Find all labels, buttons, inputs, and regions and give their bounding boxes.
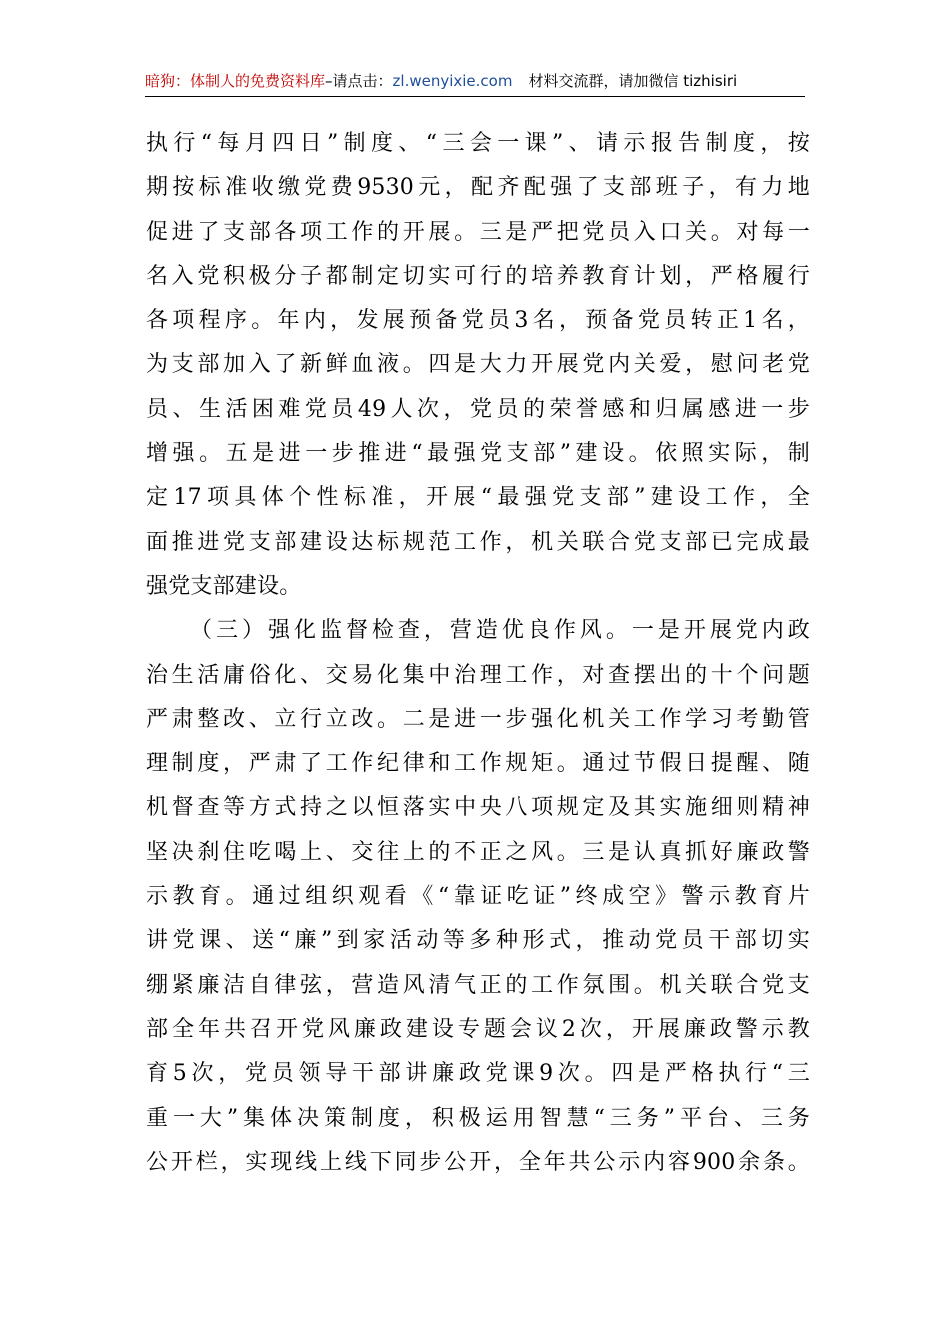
header-link[interactable]: zl.wenyixie.com: [392, 72, 513, 90]
body-line: 期按标准收缴党费9530元，配齐配强了支部班子，有力地: [146, 175, 810, 201]
page-header: [145, 70, 805, 97]
header-prompt: –请点击：: [325, 72, 393, 90]
header-brand: 暗狗：体制人的免费资料库: [145, 72, 326, 90]
body-line: 部全年共召开党风廉政建设专题会议2次，开展廉政警示教: [146, 1016, 810, 1042]
body-line: 重一大”集体决策制度，积极运用智慧“三务”平台、三务: [146, 1105, 810, 1131]
body-line: 机督查等方式持之以恒落实中央八项规定及其实施细则精神: [146, 795, 810, 821]
body-line: 绷紧廉洁自律弦，营造风清气正的工作氛围。机关联合党支: [146, 972, 810, 998]
body-line: 各项程序。年内，发展预备党员3名，预备党员转正1名，: [146, 308, 810, 334]
body-line: 育5次，党员领导干部讲廉政党课9次。四是严格执行“三: [146, 1061, 810, 1087]
body-line: 增强。五是进一步推进“最强党支部”建设。依照实际，制: [146, 441, 810, 467]
paragraph-end-line: 强党支部建设。: [146, 573, 302, 599]
body-line: 示教育。通过组织观看《“靠证吃证”终成空》警示教育片: [146, 884, 810, 910]
body-line: 面推进党支部建设达标规范工作，机关联合党支部已完成最: [146, 529, 810, 555]
body-line: 严肃整改、立行立改。二是进一步强化机关工作学习考勤管: [146, 706, 810, 732]
section-heading-line: （三）强化监督检查，营造优良作风。一是开展党内政: [190, 618, 810, 644]
document-body: [146, 122, 810, 1185]
body-line: 为支部加入了新鲜血液。四是大力开展党内关爱，慰问老党: [146, 352, 810, 378]
body-line: 坚决刹住吃喝上、交往上的不正之风。三是认真抓好廉政警: [146, 839, 810, 865]
body-line: 理制度，严肃了工作纪律和工作规矩。通过节假日提醒、随: [146, 751, 810, 777]
body-line: 促进了支部各项工作的开展。三是严把党员入口关。对每一: [146, 219, 810, 245]
body-line: 定17项具体个性标准，开展“最强党支部”建设工作，全: [146, 485, 810, 511]
body-line: 名入党积极分子都制定切实可行的培养教育计划，严格履行: [146, 263, 810, 289]
body-line: 公开栏，实现线上线下同步公开，全年共公示内容900余条。: [146, 1149, 810, 1175]
body-line: 讲党课、送“廉”到家活动等多种形式，推动党员干部切实: [146, 928, 810, 954]
body-line: 员、生活困难党员49人次，党员的荣誉感和归属感进一步: [146, 396, 810, 422]
body-line: 执行“每月四日”制度、“三会一课”、请示报告制度，按: [146, 131, 810, 156]
body-line: 治生活庸俗化、交易化集中治理工作，对查摆出的十个问题: [146, 662, 810, 688]
header-wechat-note: 材料交流群，请加微信 tizhisiri: [528, 72, 738, 90]
